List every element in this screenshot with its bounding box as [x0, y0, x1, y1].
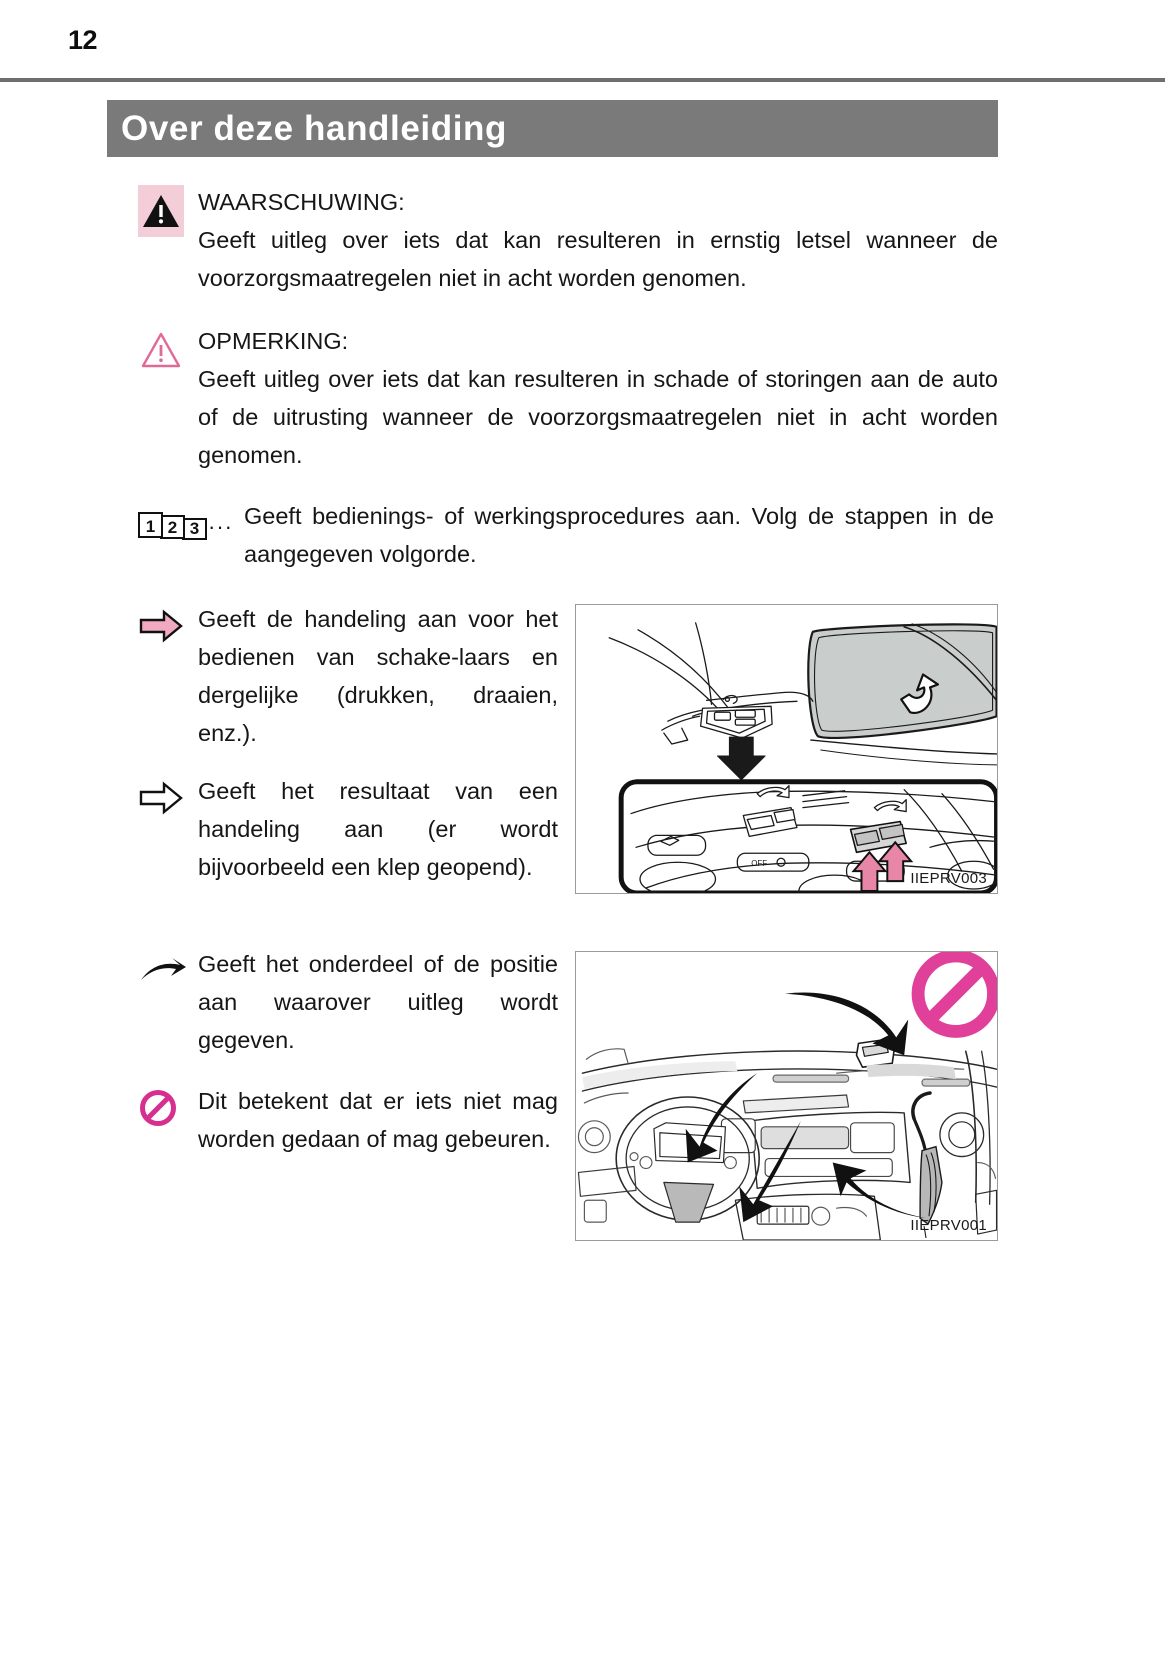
entry-part: [138, 945, 568, 1059]
warning-triangle-filled-icon: [138, 185, 184, 237]
prohibition-circle-icon: [138, 1088, 190, 1128]
prohibition-circle-icon-illustration: [918, 956, 993, 1031]
entry-steps-icon-slot: [138, 497, 244, 573]
illustration-dashboard-caption: IIEPRV001: [910, 1217, 987, 1234]
numbered-steps-icon: [138, 506, 234, 540]
illustration-sunroof-caption: IIEPRV003: [910, 870, 987, 887]
entry-notice: [138, 322, 998, 474]
entry-result-text: Geeft het resultaat van een handeling aan (er wordt bijvoorbeeld een klep geopend).: [198, 778, 558, 880]
header-divider-rule: [0, 78, 1165, 82]
illustration-sunroof-drawing: [576, 605, 997, 893]
entry-warning-icon-slot: [138, 183, 198, 297]
entry-warning: [138, 183, 998, 297]
notice-triangle-outline-icon: [138, 324, 184, 376]
pink-filled-arrow-icon: [138, 606, 190, 646]
step-ellipsis: ···: [208, 514, 233, 539]
illustration-sunroof-panel: [575, 604, 998, 894]
entry-warning-text: [198, 183, 998, 297]
entry-action: [138, 600, 568, 752]
swoosh-arrow-icon: [138, 951, 190, 991]
illustration-dashboard-drawing: [576, 952, 997, 1240]
entry-notice-text: [198, 322, 998, 474]
entry-action-text: Geeft de handeling aan voor het bedienen van schake-laars en dergelijke (drukken, draaien, enz.).: [198, 606, 558, 746]
chapter-header-bar: [107, 100, 998, 157]
entry-action-icon-slot: [138, 600, 198, 752]
step-box-1: 1: [138, 512, 163, 538]
entry-warning-heading: WAARSCHUWING:: [198, 189, 405, 215]
page-number: 12: [68, 25, 98, 55]
step-box-3: 3: [182, 518, 207, 540]
step-box-2: 2: [160, 515, 185, 539]
illustration-dashboard-panel: [575, 951, 998, 1241]
entry-part-text: Geeft het onderdeel of de positie aan waarover uitleg wordt gegeven.: [198, 951, 558, 1053]
entry-steps: [138, 497, 998, 573]
entry-warning-body: Geeft uitleg over iets dat kan resulteren in ernstig letsel wanneer de voorzorgsmaatregelen niet in acht worden genomen.: [198, 227, 998, 291]
svg-text:OFF: OFF: [751, 859, 768, 869]
entry-result: [138, 772, 568, 886]
entry-notice-icon-slot: [138, 322, 198, 474]
entry-notice-heading: OPMERKING:: [198, 328, 349, 354]
entry-prohibition: [138, 1082, 568, 1158]
page-title: Over deze handleiding: [121, 108, 508, 148]
white-outline-arrow-icon: [138, 778, 190, 818]
entry-prohibition-text: Dit betekent dat er iets niet mag worden gedaan of mag gebeuren.: [198, 1088, 558, 1152]
entry-result-icon-slot: [138, 772, 198, 886]
entry-steps-text: Geeft bedienings- of werkingsprocedures aan. Volg de stappen in de aangegeven volgorde.: [244, 503, 994, 567]
entry-part-icon-slot: [138, 945, 198, 1059]
entry-notice-body: Geeft uitleg over iets dat kan resulteren in schade of storingen aan de auto of de uitrusting wanneer de voorzorgsmaatregelen niet in acht worden genomen.: [198, 366, 998, 468]
entry-prohibition-icon-slot: [138, 1082, 198, 1158]
